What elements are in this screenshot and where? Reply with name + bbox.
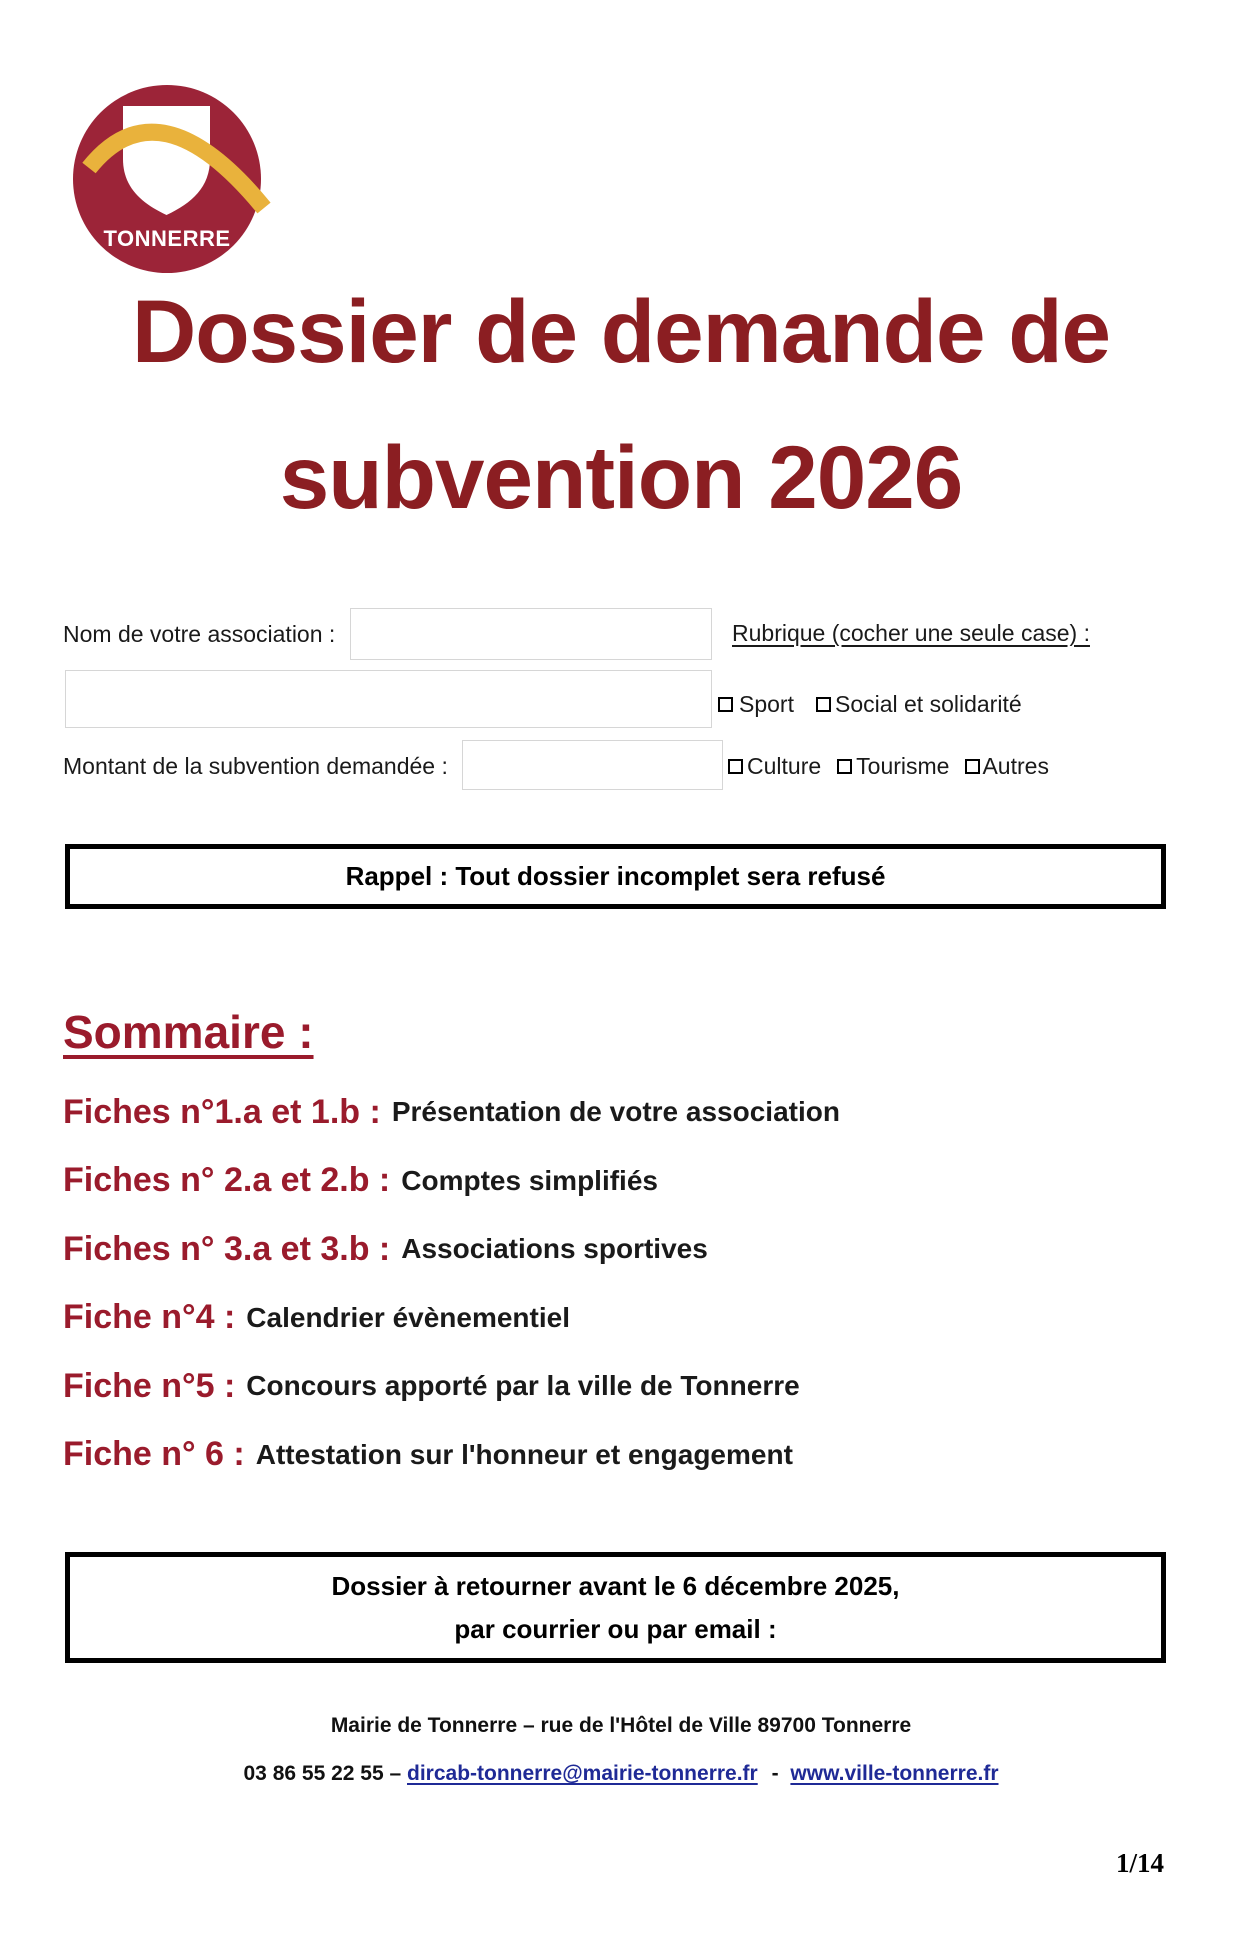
footer-separator: - — [771, 1762, 779, 1785]
toc-item-desc: Concours apporté par la ville de Tonnerre — [246, 1370, 800, 1402]
footer-address: Mairie de Tonnerre – rue de l'Hôtel de Ville 89700 Tonnerre — [330, 1714, 912, 1737]
rubrique-label: Rubrique (cocher une seule case) : — [732, 620, 1090, 646]
checkbox-culture-label: Culture — [747, 753, 822, 779]
toc-item-desc: Associations sportives — [401, 1233, 708, 1265]
association-name-input-line2[interactable] — [65, 670, 712, 728]
checkbox-tourisme-label: Tourisme — [856, 753, 950, 779]
footer-contact — [0, 1762, 1242, 1786]
toc-item-ref: Fiche n°4 : — [63, 1298, 236, 1337]
toc-item-ref: Fiche n° 6 : — [63, 1435, 245, 1474]
toc-item-desc: Présentation de votre association — [391, 1096, 840, 1128]
amount-input[interactable] — [462, 740, 723, 790]
toc-item-desc: Attestation sur l'honneur et engagement — [255, 1438, 793, 1470]
rubrique-row-1 — [718, 691, 1022, 718]
tonnerre-city-logo — [58, 58, 276, 280]
footer-website-link[interactable]: www.ville-tonnerre.fr — [790, 1762, 999, 1785]
amount-label: Montant de la subvention demandée : — [63, 753, 448, 779]
toc-item-fiche-4 — [63, 1284, 840, 1353]
sommaire-list — [63, 1078, 840, 1489]
checkbox-autres-label: Autres — [982, 753, 1049, 779]
page-title-line2: subvention 2026 — [279, 427, 963, 527]
toc-item-ref: Fiches n° 3.a et 3.b : — [63, 1229, 391, 1268]
footer-phone: 03 86 55 22 55 – — [243, 1762, 402, 1785]
page-number: 1/14 — [1115, 1848, 1164, 1878]
checkbox-sport[interactable] — [718, 697, 733, 712]
toc-item-desc: Comptes simplifiés — [401, 1164, 658, 1196]
toc-item-ref: Fiche n°5 : — [63, 1366, 236, 1405]
toc-item-fiche-3 — [63, 1215, 840, 1284]
page-title — [0, 258, 1242, 550]
checkbox-culture[interactable] — [728, 759, 743, 774]
toc-item-fiche-2 — [63, 1147, 840, 1216]
checkbox-autres[interactable] — [965, 759, 980, 774]
return-deadline-banner — [65, 1552, 1166, 1663]
page-title-line1: Dossier de demande de — [131, 281, 1111, 381]
toc-item-desc: Calendrier évènementiel — [246, 1301, 570, 1333]
checkbox-sport-label: Sport — [739, 691, 794, 717]
rappel-banner-text: Rappel : Tout dossier incomplet sera refusé — [345, 861, 886, 891]
checkbox-social-solidarite[interactable] — [816, 697, 831, 712]
sommaire-heading: Sommaire : — [63, 1006, 314, 1058]
rappel-banner — [65, 844, 1166, 909]
checkbox-social-solidarite-label: Social et solidarité — [834, 691, 1022, 717]
toc-item-fiche-6 — [63, 1421, 840, 1490]
logo-text: TONNERRE — [103, 226, 231, 251]
toc-item-ref: Fiches n°1.a et 1.b : — [63, 1092, 381, 1131]
return-deadline-line2: par courrier ou par email : — [454, 1613, 777, 1644]
association-name-label: Nom de votre association : — [63, 621, 336, 647]
checkbox-tourisme[interactable] — [837, 759, 852, 774]
rubrique-row-2 — [728, 753, 1049, 780]
return-deadline-line1: Dossier à retourner avant le 6 décembre 2025, — [331, 1570, 900, 1601]
association-name-input[interactable] — [350, 608, 712, 660]
footer-email-link[interactable]: dircab-tonnerre@mairie-tonnerre.fr — [407, 1762, 758, 1785]
toc-item-ref: Fiches n° 2.a et 2.b : — [63, 1161, 391, 1200]
toc-item-fiche-5 — [63, 1352, 840, 1421]
toc-item-fiche-1 — [63, 1078, 840, 1147]
